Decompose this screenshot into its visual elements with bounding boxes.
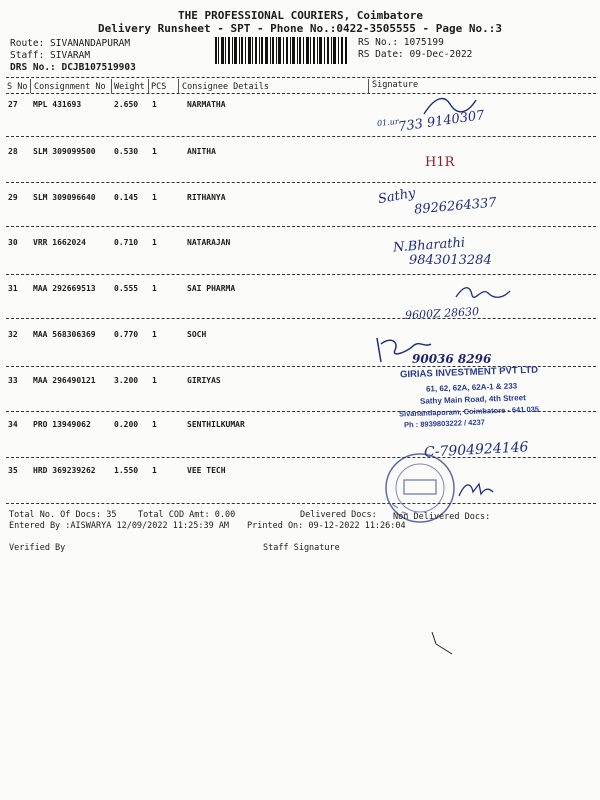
signature-handwriting: 90036 8296 (412, 352, 492, 366)
row-pcs: 1 (152, 193, 157, 202)
row-rule (6, 226, 596, 227)
row-pcs: 1 (152, 100, 157, 109)
row-pcs: 1 (152, 284, 157, 293)
row-weight: 3.200 (114, 376, 139, 385)
row-consignee: SENTHILKUMAR (187, 420, 245, 429)
col-consignee: Consignee Details (182, 82, 269, 92)
row-consignment: MAA 296490121 (33, 376, 96, 385)
row-rule (6, 182, 596, 183)
col-divider (30, 79, 31, 93)
signature-handwriting: Sathy (376, 185, 417, 208)
table-row (0, 147, 600, 187)
signature-handwriting: 8926264337 (413, 195, 498, 218)
row-pcs: 1 (152, 147, 157, 156)
row-sno: 31 (8, 284, 18, 293)
signature-handwriting: 01.ur (376, 116, 400, 129)
row-rule (6, 457, 596, 458)
table-row (0, 330, 600, 370)
signature-scribble (455, 480, 495, 500)
row-weight: 0.530 (114, 147, 139, 156)
row-consignee: RITHANYA (187, 193, 226, 202)
col-divider (178, 79, 179, 93)
col-pcs: PCS (151, 82, 167, 92)
row-weight: 0.555 (114, 284, 139, 293)
staff-label: Staff: SIVARAM (10, 50, 91, 61)
printed-on: Printed On: 09-12-2022 11:26:04 (247, 521, 406, 531)
row-consignment: HRD 369239262 (33, 466, 96, 475)
row-weight: 0.770 (114, 330, 139, 339)
row-pcs: 1 (152, 376, 157, 385)
table-row (0, 193, 600, 233)
row-sno: 30 (8, 238, 18, 247)
signature-handwriting: C-7904924146 (423, 439, 529, 461)
row-consignee: SOCH (187, 330, 207, 339)
col-divider (148, 79, 149, 93)
stamp-phone: Ph : 8939803222 / 4237 (403, 417, 486, 430)
row-sno: 33 (8, 376, 18, 385)
stamp-address: Sivanandapuram, Coimbatore - 641 035 (398, 404, 540, 419)
row-weight: 0.710 (114, 238, 139, 247)
signature-scribble (452, 283, 512, 305)
row-pcs: 1 (152, 466, 157, 475)
header-rule-top (6, 77, 596, 78)
row-pcs: 1 (152, 420, 157, 429)
row-weight: 0.200 (114, 420, 139, 429)
staff-signature-label: Staff Signature (263, 543, 340, 553)
row-consignment: MAA 568306369 (33, 330, 96, 339)
row-rule (6, 503, 596, 504)
col-weight: Weight (114, 82, 145, 92)
verified-by: Verified By (9, 543, 66, 553)
row-consignee: SAI PHARMA (187, 284, 236, 293)
col-consignment: Consignment No (34, 82, 106, 92)
route-label: Route: SIVANANDAPURAM (10, 38, 131, 49)
signature-handwriting: 9843013284 (409, 253, 492, 268)
row-sno: 28 (8, 147, 18, 156)
signature-handwriting: N.Bharathi (392, 235, 466, 256)
row-sno: 32 (8, 330, 18, 339)
row-pcs: 1 (152, 238, 157, 247)
rs-date: RS Date: 09-Dec-2022 (358, 49, 473, 60)
total-cod: Total COD Amt: 0.00 (138, 510, 236, 520)
row-consignee: NARMATHA (187, 100, 226, 109)
row-consignee: NATARAJAN (187, 238, 231, 247)
signature-scribble (420, 92, 480, 120)
row-sno: 35 (8, 466, 18, 475)
company-title: THE PROFESSIONAL COURIERS, Coimbatore (178, 9, 424, 22)
row-consignee: ANITHA (187, 147, 216, 156)
header-rule-bottom (6, 93, 596, 94)
table-row (0, 235, 600, 278)
stamp-company: GIRIAS INVESTMENT PVT LTD (399, 364, 539, 381)
row-sno: 34 (8, 420, 18, 429)
table-row (0, 100, 600, 140)
row-rule (6, 274, 596, 275)
signature-handwriting: 733 9140307 (397, 108, 486, 135)
row-weight: 0.145 (114, 193, 139, 202)
row-sno: 27 (8, 100, 18, 109)
row-weight: 2.650 (114, 100, 139, 109)
pen-mark (428, 628, 458, 658)
signature-handwriting: H1R (425, 155, 455, 170)
row-rule (6, 136, 596, 137)
col-divider (368, 79, 369, 93)
row-weight: 1.550 (114, 466, 139, 475)
row-consignment: MAA 292669513 (33, 284, 96, 293)
col-divider (111, 79, 112, 93)
row-consignment: SLM 309099500 (33, 147, 96, 156)
stamp-address: Sathy Main Road, 4th Street (419, 393, 526, 406)
drs-number: DRS No.: DCJB107519903 (10, 62, 136, 73)
rs-number: RS No.: 1075199 (358, 37, 444, 48)
row-consignment: MPL 431693 (33, 100, 82, 109)
row-consignment: PRO 13949062 (33, 420, 91, 429)
delivered-docs: Delivered Docs: (300, 510, 377, 520)
row-rule (6, 318, 596, 319)
stamp-address: 61, 62, 62A, 62A-1 & 233 (425, 381, 518, 394)
entered-by: Entered By :AISWARYA 12/09/2022 11:25:39 AM (9, 521, 230, 531)
row-sno: 29 (8, 193, 18, 202)
non-delivered-docs: Non Delivered Docs: (393, 512, 491, 522)
row-pcs: 1 (152, 330, 157, 339)
row-consignment: VRR 1662024 (33, 238, 86, 247)
signature-handwriting: 9600Z 28630 (404, 305, 480, 322)
table-row (0, 466, 600, 506)
col-sno: S No (7, 82, 28, 92)
barcode (215, 37, 347, 64)
col-signature: Signature (372, 80, 419, 90)
row-consignment: SLM 309096640 (33, 193, 96, 202)
row-consignee: GIRIYAS (187, 376, 221, 385)
total-docs: Total No. Of Docs: 35 (9, 510, 117, 520)
runsheet-title: Delivery Runsheet - SPT - Phone No.:0422-3505555 - Page No.:3 (98, 22, 502, 35)
row-consignee: VEE TECH (187, 466, 226, 475)
